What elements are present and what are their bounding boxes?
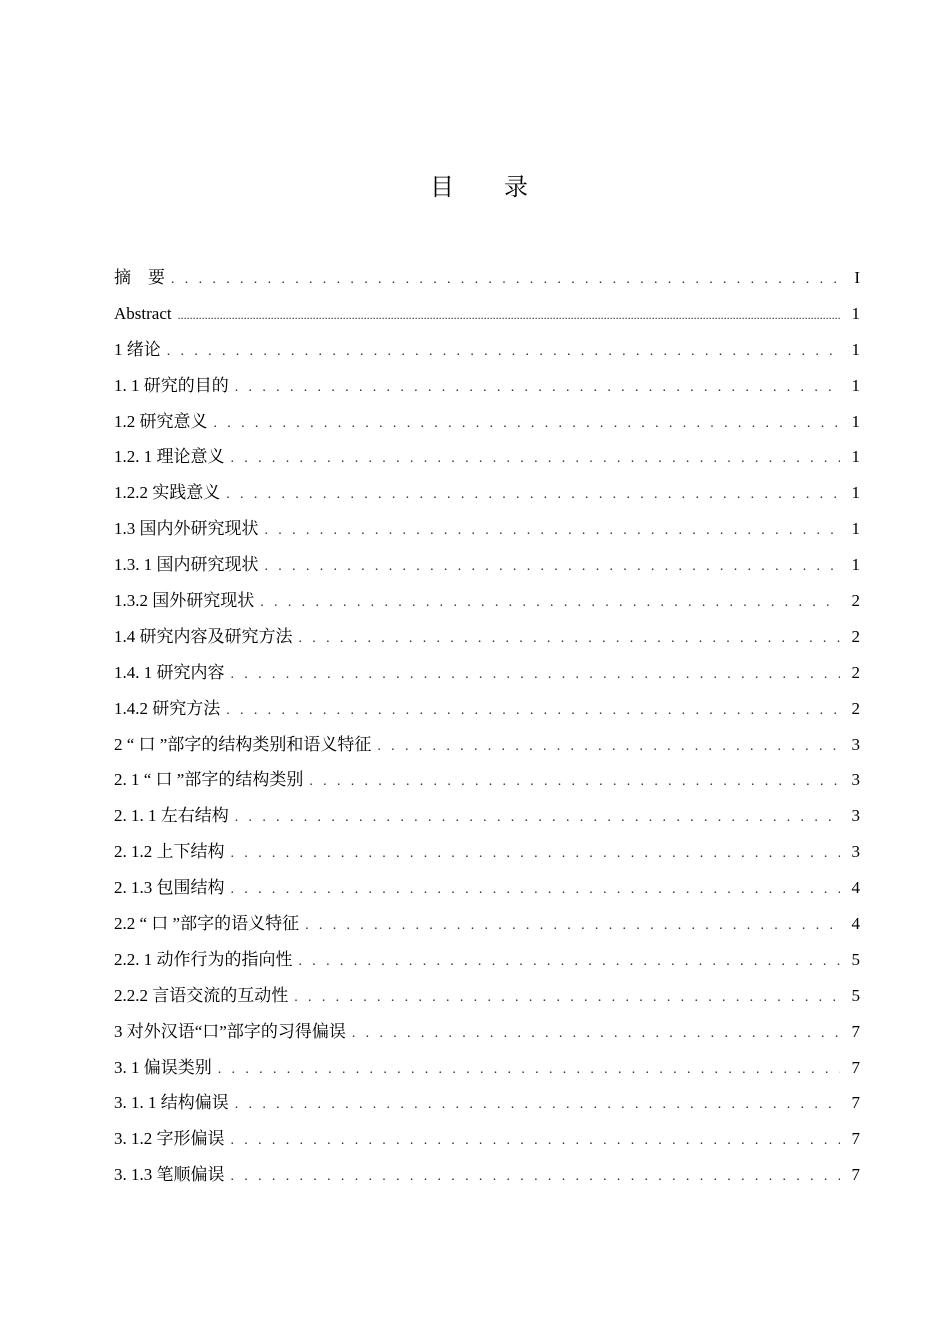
toc-entry-page: 1 (851, 375, 860, 395)
toc-entry-label: 1.3. 1 国内研究现状 (114, 555, 259, 575)
toc-entry-page: 3 (851, 734, 860, 754)
toc-entry[interactable] (114, 834, 860, 870)
toc-dot-leader (294, 980, 840, 1016)
toc-dot-leader (299, 621, 841, 657)
toc-entry-label: 1 绪论 (114, 339, 161, 359)
toc-dot-leader (265, 513, 841, 549)
toc-entry-label: 1.3 国内外研究现状 (114, 519, 259, 539)
toc-entry-label: Abstract (114, 303, 172, 323)
toc-entry-page: 1 (851, 447, 860, 467)
toc-entry-abstract-en[interactable] (114, 296, 860, 332)
toc-entry-page: 2 (851, 626, 860, 646)
toc-entry[interactable] (114, 1014, 860, 1050)
toc-dot-leader (167, 334, 840, 370)
toc-entry-label: 1.3.2 国外研究现状 (114, 591, 255, 611)
toc-dot-leader (218, 1052, 840, 1088)
toc-entry-page: 1 (851, 555, 860, 575)
toc-entry[interactable] (114, 619, 860, 655)
toc-entry-page: 5 (851, 985, 860, 1005)
toc-entry[interactable] (114, 1085, 860, 1121)
toc-entry[interactable] (114, 942, 860, 978)
toc-entry[interactable] (114, 439, 860, 475)
toc-entry[interactable] (114, 655, 860, 691)
toc-dot-leader (231, 1159, 841, 1195)
toc-entry-page: 2 (851, 591, 860, 611)
toc-entry[interactable] (114, 547, 860, 583)
toc-entry-page: 7 (851, 1057, 860, 1077)
toc-entry-label: 2 “ 口 ”部字的结构类别和语义特征 (114, 734, 372, 754)
toc-entry-label: 3. 1 偏误类别 (114, 1057, 212, 1077)
toc-entry[interactable] (114, 727, 860, 763)
toc-entry-label: 3 对外汉语“口”部字的习得偏误 (114, 1021, 346, 1041)
toc-dot-leader (235, 1087, 840, 1123)
toc-entry-label: 摘 要 (114, 268, 165, 287)
toc-dot-leader (377, 729, 840, 765)
toc-entry-label: 1.4. 1 研究内容 (114, 662, 225, 682)
toc-entry[interactable] (114, 368, 860, 404)
toc-dot-leader (309, 764, 840, 800)
toc-dot-leader (226, 477, 840, 513)
toc-dot-leader (260, 585, 840, 621)
toc-entry[interactable] (114, 332, 860, 368)
toc-entry-page: 2 (851, 698, 860, 718)
toc-entry-label: 1.2. 1 理论意义 (114, 447, 225, 467)
toc-entry-page: I (854, 268, 860, 287)
toc-entry-page: 4 (851, 878, 860, 898)
toc-entry-page: 1 (851, 411, 860, 431)
toc-entry-page: 2 (851, 662, 860, 682)
toc-entry-label: 2.2.2 言语交流的互动性 (114, 985, 289, 1005)
toc-entry[interactable] (114, 978, 860, 1014)
toc-entry-page: 7 (851, 1021, 860, 1041)
toc-dot-leader (231, 836, 841, 872)
toc-entry-label: 1.4 研究内容及研究方法 (114, 626, 293, 646)
toc-entry[interactable] (114, 404, 860, 440)
toc-entry-page: 7 (851, 1093, 860, 1113)
toc-entry[interactable] (114, 870, 860, 906)
toc-entry-label: 1.2.2 实践意义 (114, 483, 221, 503)
toc-dot-leader (352, 1016, 840, 1052)
toc-entry-label: 2.2 “ 口 ”部字的语义特征 (114, 914, 300, 934)
toc-entry-page: 3 (851, 770, 860, 790)
toc-dot-leader (305, 908, 840, 944)
toc-list (114, 260, 860, 1193)
toc-entry-label: 1.4.2 研究方法 (114, 698, 221, 718)
toc-entry-page: 4 (851, 914, 860, 934)
toc-dot-leader (171, 262, 840, 298)
toc-dot-leader (178, 298, 840, 334)
toc-entry-page: 1 (851, 303, 860, 323)
toc-dot-leader (231, 657, 841, 693)
toc-entry-abstract-cn[interactable] (114, 260, 860, 296)
toc-entry-label: 3. 1.2 字形偏误 (114, 1129, 225, 1149)
toc-entry-page: 7 (851, 1165, 860, 1185)
toc-entry[interactable] (114, 1050, 860, 1086)
toc-entry[interactable] (114, 1121, 860, 1157)
toc-entry-label: 1.2 研究意义 (114, 411, 208, 431)
toc-entry[interactable] (114, 511, 860, 547)
toc-entry-label: 2.2. 1 动作行为的指向性 (114, 949, 293, 969)
toc-entry[interactable] (114, 798, 860, 834)
toc-entry-label: 2. 1 “ 口 ”部字的结构类别 (114, 770, 304, 790)
toc-dot-leader (299, 944, 841, 980)
toc-dot-leader (231, 1123, 841, 1159)
toc-entry-page: 3 (851, 842, 860, 862)
toc-entry-page: 5 (851, 949, 860, 969)
toc-entry[interactable] (114, 906, 860, 942)
toc-entry-page: 1 (851, 519, 860, 539)
toc-dot-leader (231, 872, 841, 908)
toc-entry[interactable] (114, 762, 860, 798)
toc-entry-label: 2. 1. 1 左右结构 (114, 806, 229, 826)
toc-entry-page: 3 (851, 806, 860, 826)
toc-dot-leader (226, 693, 840, 729)
toc-entry[interactable] (114, 1157, 860, 1193)
toc-entry-label: 2. 1.3 包围结构 (114, 878, 225, 898)
toc-entry-page: 1 (851, 339, 860, 359)
toc-entry-page: 7 (851, 1129, 860, 1149)
toc-entry[interactable] (114, 583, 860, 619)
toc-dot-leader (231, 441, 841, 477)
toc-entry[interactable] (114, 691, 860, 727)
toc-entry-label: 2. 1.2 上下结构 (114, 842, 225, 862)
toc-title: 目 录 (430, 175, 550, 201)
toc-dot-leader (214, 406, 841, 442)
toc-dot-leader (235, 370, 840, 406)
toc-entry-page: 1 (851, 483, 860, 503)
toc-dot-leader (265, 549, 841, 585)
toc-entry[interactable] (114, 475, 860, 511)
toc-dot-leader (235, 800, 840, 836)
toc-entry-label: 3. 1.3 笔顺偏误 (114, 1165, 225, 1185)
toc-entry-label: 3. 1. 1 结构偏误 (114, 1093, 229, 1113)
toc-entry-label: 1. 1 研究的目的 (114, 375, 229, 395)
